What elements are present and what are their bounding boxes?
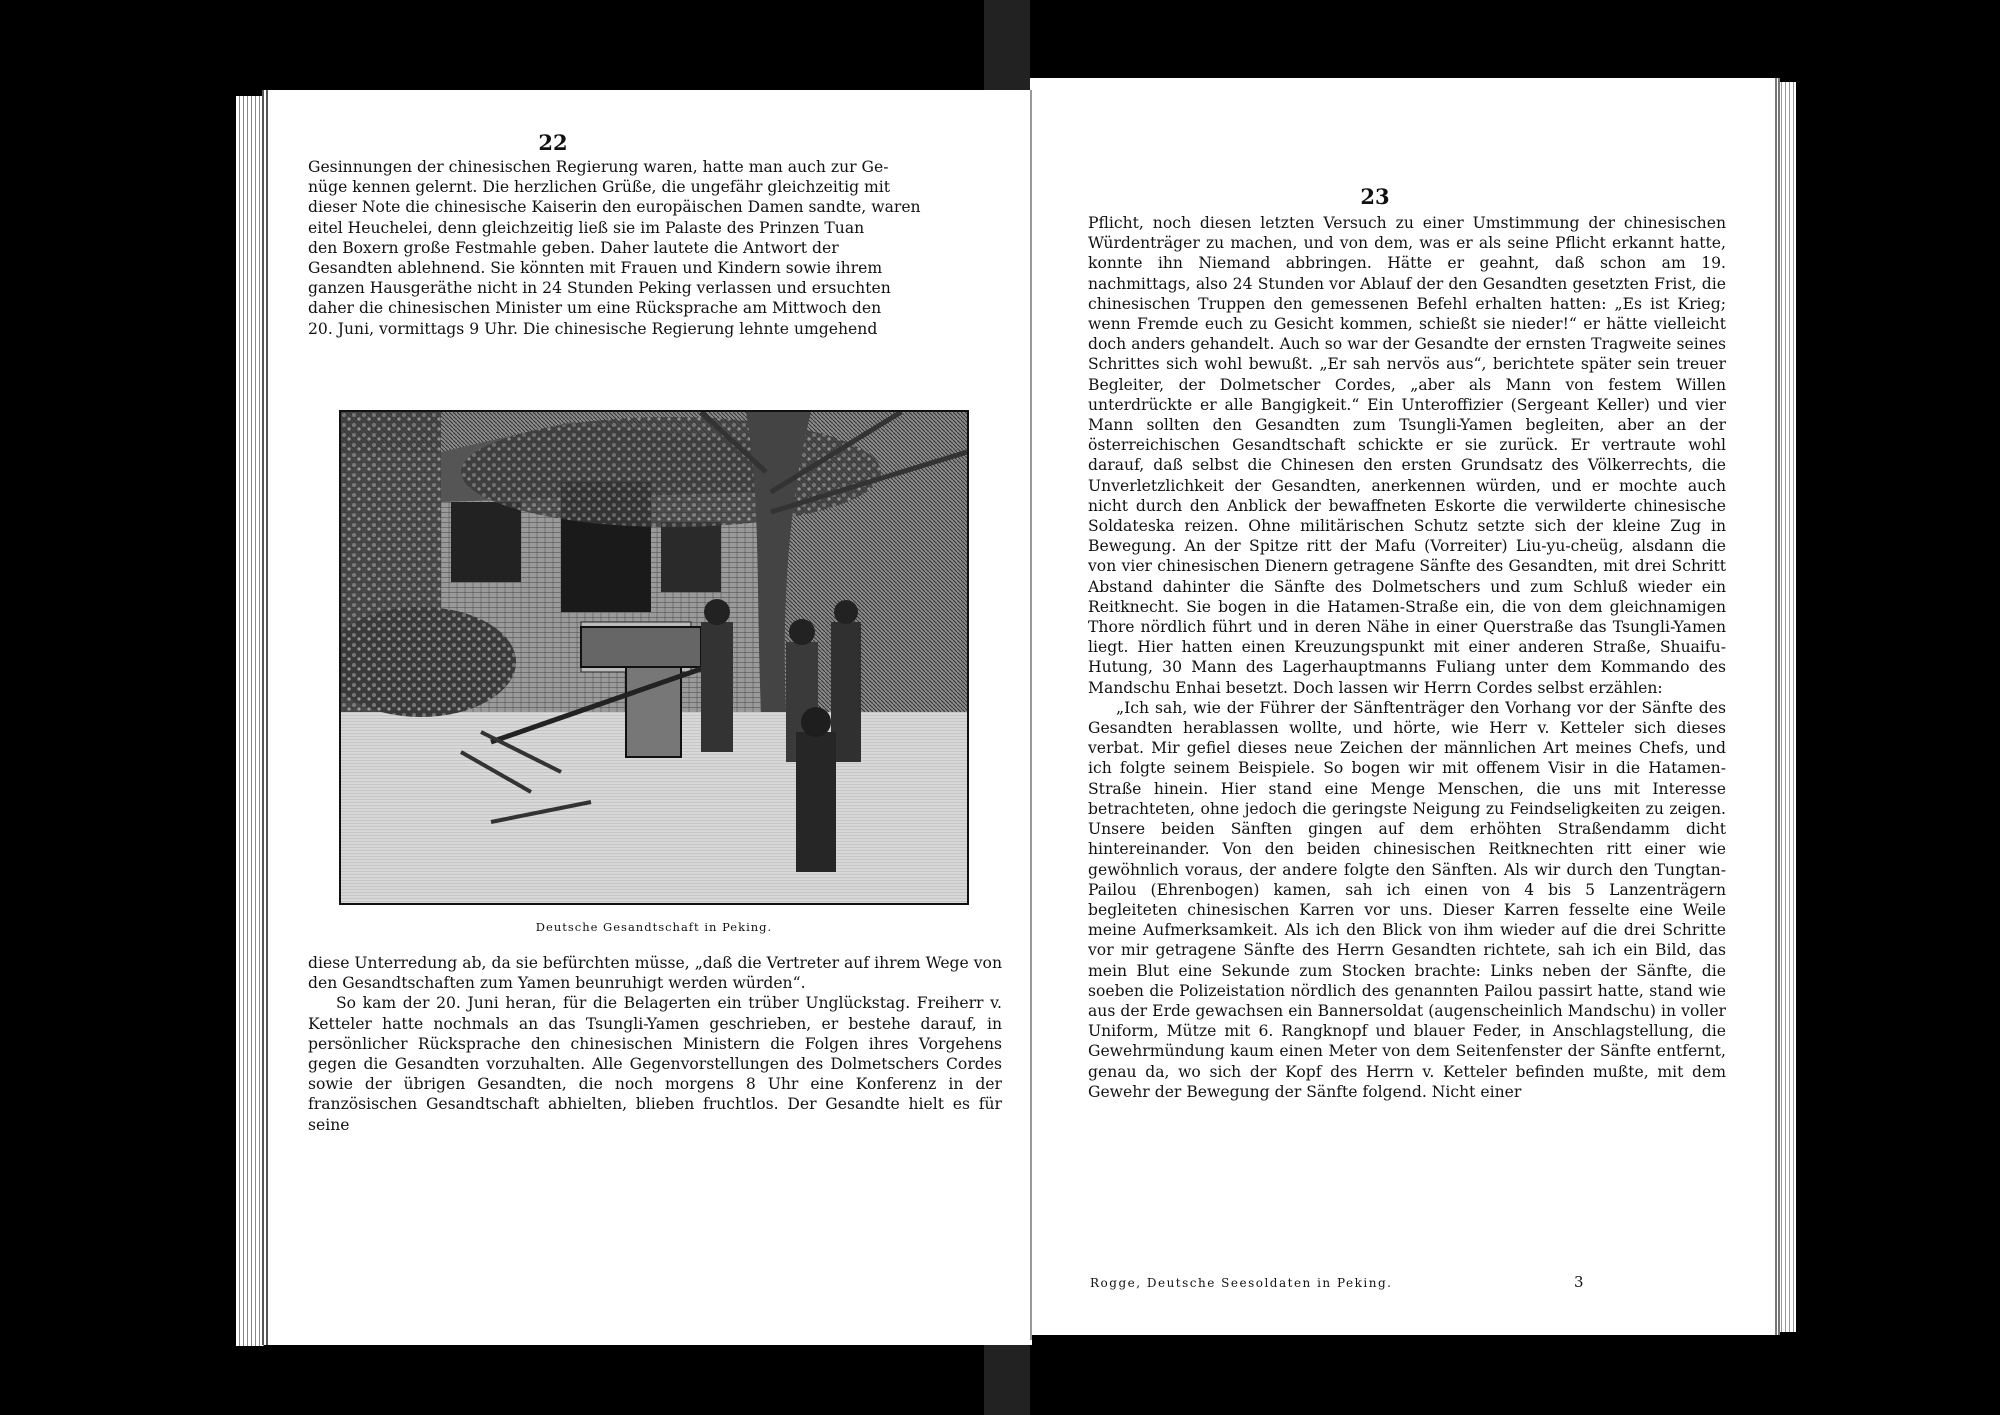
paragraph: So kam der 20. Juni heran, für die Belagerten ein trüber Unglückstag. Freiherr v. Ketteler hatte nochmals an das Tsungli-Yamen geschrieben, er bestehe darauf, in persönlicher Rücksprache den chinesischen Ministern die Folgen ihres Vorgehens gegen die Gesandten vorzuhalten. Alle Gegenvorstellungen des Dolmetschers Cordes sowie der übrigen Gesandten, die noch morgens 8 Uhr eine Konferenz in der französischen Gesandtschaft abhielten, blieben fruchtlos. Der Gesandte hielt es für seine [308, 994, 1002, 1134]
left-page-edges [236, 96, 264, 1346]
paragraph: diese Unterredung ab, da sie befürchten müsse, „daß die Vertreter auf ihrem Wege von den Gesandtschaften zum Yamen beunruhigt werden würden“. [308, 954, 1002, 993]
paragraph: Pflicht, noch diesen letzten Versuch zu einer Umstimmung der chinesischen Würdenträger zu machen, und von dem, was er als seine Pflicht erkannt hatte, konnte ihn Niemand abbringen. Hätte er geahnt, daß schon am 19. nachmittags, also 24 Stunden vor Ablauf der den Gesandten gesetzten Frist, die chinesischen Truppen den gemessenen Befehl erhalten hatten: „Es ist Krieg; wenn Fremde euch zu Gesicht kommen, schießt sie nieder!“ er hätte vielleicht doch anders gehandelt. Auch so war der Gesandte der ernsten Tragweite seines Schrittes sich wohl bewußt. „Er sah nervös aus“, berichtete später sein treuer Begleiter, der Dolmetscher Cordes, „aber als Mann von festem Willen unterdrückte er alle Bangigkeit.“ Ein Unteroffizier (Sergeant Keller) und vier Mann sollten den Gesandten zum Tsungli-Yamen begleiten, aber an der österreichischen Gesandtschaft schickte er sie zurück. Er vertraute wohl darauf, daß selbst die Chinesen den ersten Grundsatz des Völkerrechts, die Unverletzlichkeit der Gesandten, anerkennen würden, und er mochte auch nicht durch den Anblick der bewaffneten Eskorte die verwilderte chinesische Soldateska reizen. Ohne militärischen Schutz setzte sich der kleine Zug in Bewegung. An der Spitze ritt der Mafu (Vorreiter) Liu-yu-cheüg, alsdann die von vier chinesischen Dienern getragene Sänfte des Gesandten, mit drei Schritt Abstand dahinter die Sänfte des Dolmetschers und zum Schluß wieder ein Reitknecht. Sie bogen in die Hatamen-Straße ein, die von dem gleichnamigen Thore nördlich führt und in deren Nähe in einer Querstraße das Tsungli-Yamen liegt. Hier hatten einen Kreuzungspunkt mit einer anderen Straße, Shuaifu-Hutung, 30 Mann des Lagerhauptmanns Fuliang unter dem Kommando des Mandschu Enhai besetzt. Doch lassen wir Herrn Cordes selbst erzählen: [1088, 214, 1726, 697]
text-line: dieser Note die chinesische Kaiserin den europäischen Damen sandte, waren [308, 198, 921, 217]
page-number-right: 23 [1360, 184, 1390, 209]
engraving-illustration [339, 410, 969, 905]
left-page [262, 90, 1032, 1345]
right-page [1030, 78, 1780, 1335]
figure-guard-2-head [789, 619, 815, 645]
window-left [451, 502, 521, 582]
text-line: daher die chinesischen Minister um eine Rücksprache am Mittwoch den [308, 299, 882, 318]
signature-mark: 3 [1574, 1273, 1584, 1291]
text-line: ganzen Hausgeräthe nicht in 24 Stunden Peking verlassen und ersuchten [308, 279, 891, 298]
left-top-text [308, 157, 1002, 339]
spine-bottom [984, 1335, 1030, 1415]
right-page-edges [1778, 82, 1796, 1332]
illustration-caption: Deutsche Gesandtschaft in Peking. [535, 920, 773, 934]
text-line: eitel Heuchelei, denn gleichzeitig ließ sie im Palaste des Prinzen Tuan [308, 218, 865, 237]
sedan-chair-roof [581, 627, 701, 667]
figure-foreground [796, 732, 836, 872]
figure-guard-3-head [834, 600, 858, 624]
figure-guard-1 [701, 622, 733, 752]
engraving-svg [341, 412, 967, 903]
left-bottom-text [308, 953, 1002, 1135]
vines-canopy [461, 417, 881, 527]
paragraph: „Ich sah, wie der Führer der Sänftenträger den Vorhang vor der Sänfte des Gesandten herablassen wollte, und hörte, wie Herr v. Ketteler sich dieses verbat. Mir gefiel dieses neue Zeichen der männlichen Art meines Chefs, und ich folgte seinem Beispiele. So bogen wir mit offenem Visir in die Hatamen-Straße hinein. Hier stand eine Menge Menschen, die uns mit Interesse betrachteten, ohne jedoch die geringste Neigung zu Feindseligkeiten zu zeigen. Unsere beiden Sänften gingen auf dem erhöhten Straßendamm dicht hintereinander. Von den beiden chinesischen Reitknechten ritt einer wie gewöhnlich voraus, der andere folgte den Sänften. Als wir durch den Tungtan-Pailou (Ehrenbogen) kamen, sah ich einen von 4 bis 5 Lanzenträgern begleiteten chinesischen Karren vor uns. Dieser Karren fesselte eine Weile meine Aufmerksamkeit. Als ich den Blick von ihm wieder auf die drei Schritte vor mir getragene Sänfte des Herrn Gesandten richtete, sah ich ein Bild, das mein Blut eine Sekunde zum Stocken brachte: Links neben der Sänfte, die soeben die Polizeistation nördlich des genannten Pailou passirt hatte, stand wie aus der Erde gewachsen ein Bannersoldat (augenscheinlich Mandschu) in voller Uniform, Mütze mit 6. Rangknopf und blauer Feder, in Anschlagstellung, die Gewehrmündung kaum einen Meter von dem Seitenfenster der Sänfte entfernt, genau da, wo sich der Kopf des Herrn v. Ketteler befinden mußte, mit dem Gewehr der Bewegung der Sänfte folgend. Nicht einer [1088, 698, 1726, 1101]
page-number-left: 22 [538, 130, 568, 155]
figure-foreground-head [801, 707, 831, 737]
window-right [661, 522, 721, 592]
text-line: Gesinnungen der chinesischen Regierung waren, hatte man auch zur Ge- [308, 158, 889, 176]
text-line: 20. Juni, vormittags 9 Uhr. Die chinesische Regierung lehnte umgehend [308, 319, 878, 338]
running-footer-title: Rogge, Deutsche Seesoldaten in Peking. [1090, 1276, 1393, 1290]
text-line: nüge kennen gelernt. Die herzlichen Grüße, die ungefähr gleichzeitig mit [308, 178, 891, 197]
figure-guard-1-head [704, 599, 730, 625]
text-line: Gesandten ablehnend. Sie könnten mit Frauen und Kindern sowie ihrem [308, 259, 883, 278]
text-line: den Boxern große Festmahle geben. Daher lautete die Antwort der [308, 238, 839, 257]
gutter-line [1030, 90, 1032, 1340]
spine-top [984, 0, 1030, 95]
right-text [1088, 213, 1726, 1102]
